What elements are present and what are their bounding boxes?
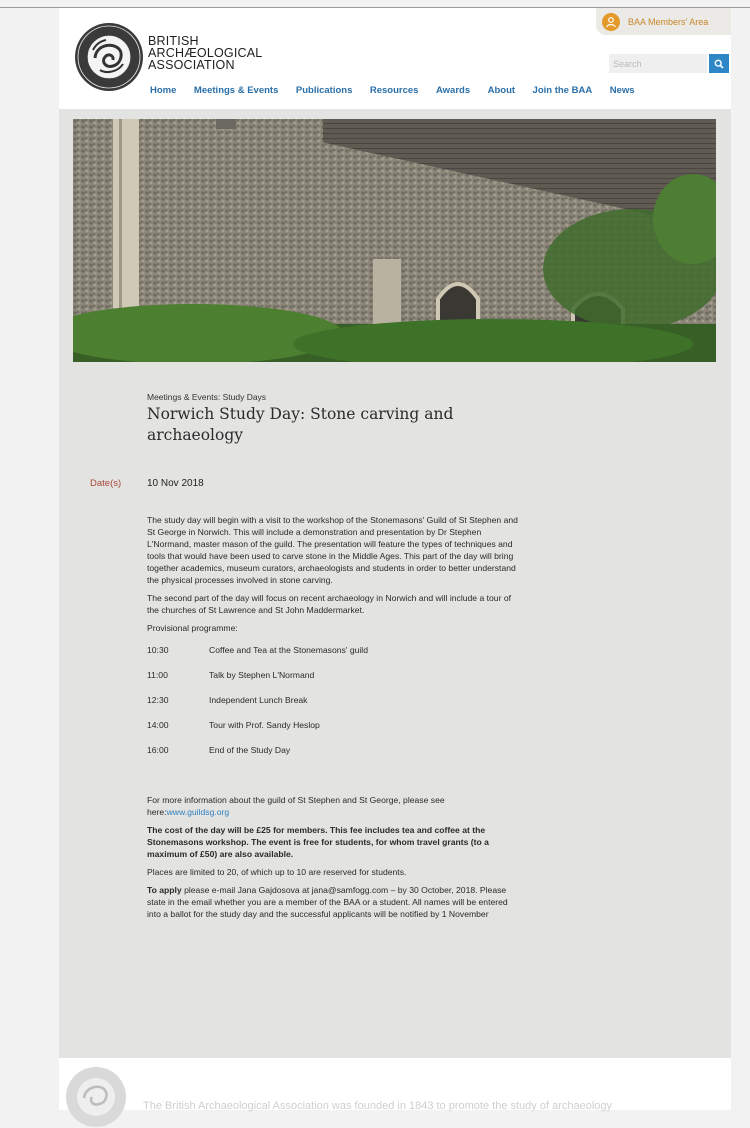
hero-image bbox=[73, 119, 716, 362]
schedule-time: 12:30 bbox=[147, 695, 169, 705]
nav-publications[interactable]: Publications bbox=[295, 85, 353, 96]
schedule-row bbox=[147, 669, 519, 694]
site-header bbox=[59, 8, 731, 109]
baa-logo[interactable] bbox=[74, 22, 144, 92]
footer-text: The British Archaeological Association was founded in 1843 to promote the study of archaeology bbox=[143, 1100, 613, 1112]
schedule-item: Independent Lunch Break bbox=[209, 695, 308, 705]
cost-paragraph: The cost of the day will be £25 for members. This fee includes tea and coffee at the Stonemasons workshop. The event is free for students, for whom travel grants (to a maximum of £50) are also available. bbox=[147, 825, 489, 859]
schedule-time: 16:00 bbox=[147, 745, 169, 755]
guild-website-link[interactable]: www.guildsg.org bbox=[166, 807, 230, 817]
breadcrumb[interactable]: Meetings & Events: Study Days bbox=[147, 392, 267, 402]
schedule-row bbox=[147, 644, 519, 669]
schedule-row bbox=[147, 744, 519, 769]
intro-paragraph-2: The second part of the day will focus on recent archaeology in Norwich and will include a tour of the churches of St Lawrence and St John Maddermarket. bbox=[147, 593, 512, 615]
site-footer bbox=[59, 1058, 731, 1110]
schedule-time: 14:00 bbox=[147, 720, 169, 730]
footer-logo bbox=[65, 1066, 127, 1128]
more-info-paragraph bbox=[147, 794, 519, 818]
org-name-line-2: ARCHÆOLOGICAL bbox=[148, 46, 263, 60]
schedule-row bbox=[147, 719, 519, 744]
nav-about[interactable]: About bbox=[487, 85, 516, 96]
schedule-item: Coffee and Tea at the Stonemasons' guild bbox=[209, 645, 368, 655]
nav-home[interactable]: Home bbox=[150, 85, 177, 96]
schedule-time: 11:00 bbox=[147, 670, 168, 680]
places-paragraph: Places are limited to 20, of which up to 10 are reserved for students. bbox=[147, 867, 407, 877]
org-name-line-1: BRITISH bbox=[148, 34, 199, 48]
search-icon bbox=[714, 59, 724, 69]
org-name-line-3: ASSOCIATION bbox=[148, 58, 235, 72]
nav-join[interactable]: Join the BAA bbox=[532, 85, 593, 96]
main-nav bbox=[150, 85, 652, 96]
more-info-text: For more information about the guild of St Stephen and St George, please see here: bbox=[147, 795, 445, 817]
page bbox=[59, 8, 731, 1110]
apply-label: To apply bbox=[147, 885, 182, 895]
programme-heading: Provisional programme: bbox=[147, 623, 238, 633]
members-area-link[interactable] bbox=[596, 8, 731, 35]
nav-awards[interactable]: Awards bbox=[435, 85, 471, 96]
date-value: 10 Nov 2018 bbox=[147, 478, 204, 489]
schedule-row bbox=[147, 694, 519, 719]
date-label: Date(s) bbox=[90, 478, 122, 489]
schedule-time: 10:30 bbox=[147, 645, 169, 655]
intro-paragraph-1: The study day will begin with a visit to the workshop of the Stonemasons' Guild of St Stephen and St George in Norwich. This will include a demonstration and presentation by Dr Stephen L'Normand, master mason of the guild. The presentation will feature the types of techniques and tools that would have been used to carve stone in the Middle Ages. This part of the day will bring together academics, museum curators, archaeologists and students in order to better understand the physical processes involved in stone carving. bbox=[147, 515, 518, 585]
apply-text: please e-mail Jana Gajdosova at jana@samfogg.com – by 30 October, 2018. Please state in the email whether you are a member of the BAA or a student. All names will be entered into a ballot for the study day and the successful applicants will be notified by 1 November bbox=[147, 885, 508, 919]
nav-resources[interactable]: Resources bbox=[369, 85, 419, 96]
schedule-item: End of the Study Day bbox=[209, 745, 291, 755]
schedule bbox=[147, 644, 519, 769]
article-body bbox=[147, 514, 519, 926]
org-name bbox=[148, 35, 262, 71]
members-area-label: BAA Members' Area bbox=[628, 16, 709, 27]
nav-news[interactable]: News bbox=[609, 85, 635, 96]
page-title: Norwich Study Day: Stone carving and archaeology bbox=[147, 405, 454, 444]
user-icon bbox=[602, 13, 620, 31]
search-button[interactable] bbox=[709, 54, 729, 73]
schedule-item: Tour with Prof. Sandy Heslop bbox=[209, 720, 320, 730]
search-input[interactable] bbox=[609, 54, 707, 73]
apply-paragraph bbox=[147, 884, 519, 920]
nav-meetings-events[interactable]: Meetings & Events bbox=[193, 85, 279, 96]
schedule-item: Talk by Stephen L'Normand bbox=[209, 670, 315, 680]
